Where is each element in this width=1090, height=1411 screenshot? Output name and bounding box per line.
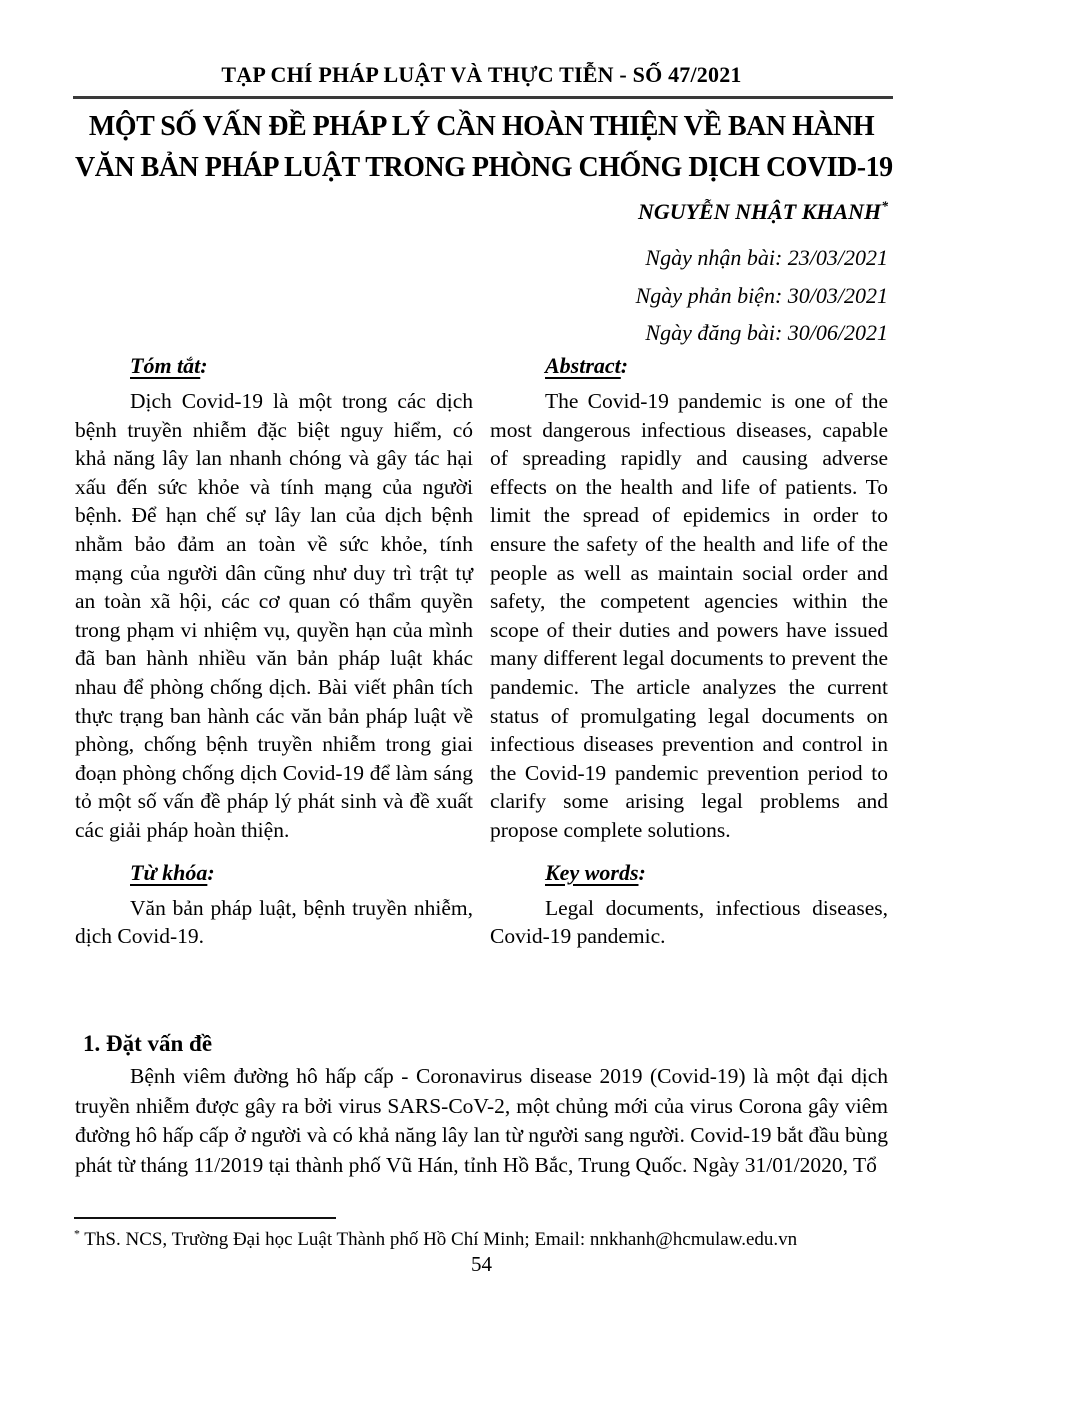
abstract-english-column	[490, 352, 888, 951]
abstract-vi-heading-colon: :	[200, 353, 208, 378]
footnote-mark: *	[74, 1227, 80, 1241]
header-divider	[73, 96, 893, 99]
keywords-en-text: Legal documents, infectious diseases, Covid-19 pandemic.	[490, 895, 888, 949]
footnote-text: ThS. NCS, Trường Đại học Luật Thành phố Hồ Chí Minh; Email: nnkhanh@hcmulaw.edu.vn	[79, 1229, 798, 1250]
article-title-line1: MỘT SỐ VẤN ĐỀ PHÁP LÝ CẦN HOÀN THIỆN VỀ BAN HÀNH	[88, 111, 875, 142]
abstract-en-body: The Covid-19 pandemic is one of the most dangerous infectious diseases, capable of spreading rapidly and causing adverse effects on the health and life of patients. To limit the spread of epidemics in order to ensure the safety of the health and life of the people as well as maintain social order and safety, the competent agencies within the scope of their duties and powers have issued many different legal documents to prevent the pandemic. The article analyzes the current status of promulgating legal documents on infectious diseases prevention and control in the Covid-19 pandemic prevention period to clarify some arising legal problems and propose complete solutions.	[490, 389, 888, 842]
keywords-en-heading-colon: :	[638, 859, 646, 885]
author-footnote-mark: *	[881, 198, 888, 214]
date-reviewed: Ngày phản biện: 30/03/2021	[635, 282, 888, 308]
keywords-en-heading	[490, 859, 888, 887]
journal-header: TẠP CHÍ PHÁP LUẬT VÀ THỰC TIỄN - SỐ 47/2021	[221, 62, 742, 87]
keywords-vi-heading-label: Từ khóa	[130, 859, 208, 885]
date-published: Ngày đăng bài: 30/06/2021	[645, 320, 888, 345]
abstract-vietnamese-column	[75, 352, 473, 951]
abstract-vi-heading-label: Tóm tắt	[130, 353, 201, 378]
author-name: NGUYỄN NHẬT KHANH	[637, 199, 882, 224]
abstract-columns	[75, 352, 888, 951]
section-1-paragraph: Bệnh viêm đường hô hấp cấp - Coronavirus disease 2019 (Covid-19) là một đại dịch truyền nhiễm được gây ra bởi virus SARS-CoV-2, một chủng mới của virus Corona gây viêm đường hô hấp cấp ở người và có khả năng lây lan từ người sang người. Covid-19 bắt đầu bùng phát từ tháng 11/2019 tại thành phố Vũ Hán, tỉnh Hồ Bắc, Trung Quốc. Ngày 31/01/2020, Tổ	[75, 1064, 888, 1177]
keywords-vi-text: Văn bản pháp luật, bệnh truyền nhiễm, dịch Covid-19.	[75, 895, 473, 949]
keywords-vi-heading	[75, 859, 473, 887]
keywords-vi-heading-colon: :	[207, 859, 215, 885]
section-1-heading: 1. Đặt vấn đề	[83, 1031, 213, 1056]
abstract-en-heading-label: Abstract	[545, 353, 621, 378]
author-byline	[75, 198, 888, 226]
abstract-vi-body: Dịch Covid-19 là một trong các dịch bệnh truyền nhiễm đặc biệt nguy hiểm, có khả năng lây lan nhanh chóng và gây tác hại xấu đến sức khỏe và tính mạng của người bệnh. Để hạn chế sự lây lan của dịch bệnh nhằm bảo đảm an toàn về sức khỏe, tính mạng của người dân cũng như duy trì trật tự an toàn xã hội, các cơ quan có thẩm quyền trong phạm vi nhiệm vụ, quyền hạn của mình đã ban hành nhiều văn bản pháp luật khác nhau để phòng chống dịch. Bài viết phân tích thực trạng ban hành các văn bản pháp luật về phòng, chống bệnh truyền nhiễm trong giai đoạn phòng chống dịch Covid-19 để làm sáng tỏ một số vấn đề pháp lý phát sinh và đề xuất các giải pháp hoàn thiện.	[75, 389, 473, 842]
abstract-en-heading	[490, 352, 888, 380]
article-title-line2: VĂN BẢN PHÁP LUẬT TRONG PHÒNG CHỐNG DỊCH COVID-19	[75, 152, 893, 183]
footnote	[74, 1228, 887, 1252]
footnote-separator	[74, 1217, 336, 1219]
abstract-vi-heading	[75, 352, 473, 380]
date-received: Ngày nhận bài: 23/03/2021	[645, 245, 888, 270]
page-number: 54	[471, 1252, 492, 1276]
article-title	[75, 106, 893, 188]
keywords-en-heading-label: Key words	[545, 859, 639, 885]
abstract-en-heading-colon: :	[620, 353, 629, 378]
article-dates	[75, 239, 888, 352]
